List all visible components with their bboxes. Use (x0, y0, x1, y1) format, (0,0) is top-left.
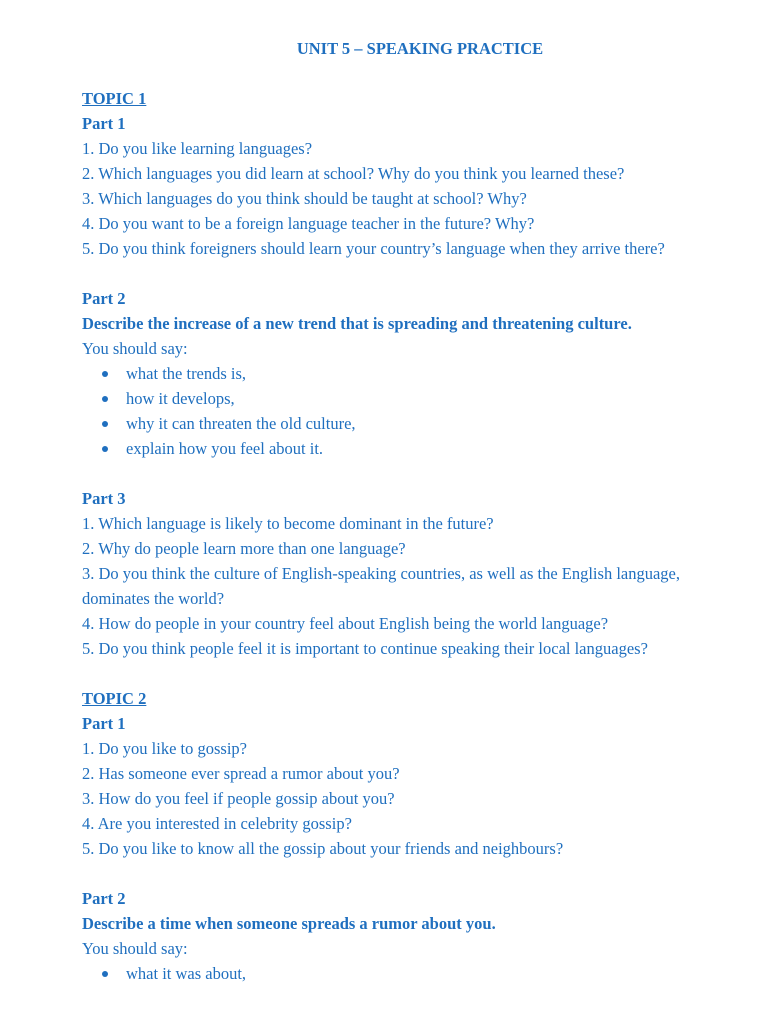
question: 3. How do you feel if people gossip about you? (82, 789, 395, 808)
spacer (82, 261, 732, 286)
question: 2. Has someone ever spread a rumor about you? (82, 764, 400, 783)
question: 2. Why do people learn more than one language? (82, 539, 406, 558)
topic-1-part-1-questions (82, 136, 732, 261)
spacer (82, 861, 732, 886)
question: 4. Do you want to be a foreign language teacher in the future? Why? (82, 214, 535, 233)
bullet-text: why it can threaten the old culture, (126, 414, 356, 433)
question: 4. How do people in your country feel about English being the world language? (82, 614, 609, 633)
bullet-icon (102, 371, 108, 377)
question: 5. Do you think people feel it is important to continue speaking their local languages? (82, 639, 648, 658)
question: 5. Do you like to know all the gossip about your friends and neighbours? (82, 839, 564, 858)
bullet-text: what it was about, (126, 964, 247, 983)
spacer (82, 461, 732, 486)
bullet-icon (102, 421, 108, 427)
topic-1-should-say: You should say: (82, 339, 188, 358)
topic-2-part-1-heading: Part 1 (82, 714, 126, 733)
question: 1. Do you like learning languages? (82, 139, 313, 158)
topic-1-heading: TOPIC 1 (82, 89, 147, 108)
question: 1. Which language is likely to become dominant in the future? (82, 514, 494, 533)
question: 1. Do you like to gossip? (82, 739, 247, 758)
document-title: UNIT 5 – SPEAKING PRACTICE (296, 39, 544, 58)
bullet-item (82, 436, 732, 461)
bullet-text: explain how you feel about it. (126, 439, 324, 458)
question: 4. Are you interested in celebrity gossip? (82, 814, 352, 833)
question: 3. Which languages do you think should be taught at school? Why? (82, 189, 527, 208)
spacer (82, 61, 732, 86)
topic-2-heading: TOPIC 2 (82, 689, 147, 708)
topic-1-part-3-questions (82, 511, 732, 661)
topic-2-part-1-questions (82, 736, 732, 861)
topic-2-part-2-bullets (82, 961, 732, 986)
topic-1-part-2-prompt: Describe the increase of a new trend that is spreading and threatening culture. (82, 314, 632, 333)
bullet-icon (102, 396, 108, 402)
bullet-item (82, 361, 732, 386)
bullet-item (82, 411, 732, 436)
topic-2-part-2-prompt: Describe a time when someone spreads a rumor about you. (82, 914, 496, 933)
document-page (82, 36, 732, 986)
topic-1-part-1-heading: Part 1 (82, 114, 126, 133)
question: 2. Which languages you did learn at school? Why do you think you learned these? (82, 164, 625, 183)
bullet-icon (102, 971, 108, 977)
bullet-text: what the trends is, (126, 364, 247, 383)
topic-2-part-2-heading: Part 2 (82, 889, 126, 908)
bullet-item (82, 386, 732, 411)
topic-1-part-3-heading: Part 3 (82, 489, 126, 508)
question: 5. Do you think foreigners should learn your country’s language when they arrive there? (82, 239, 665, 258)
spacer (82, 661, 732, 686)
question: 3. Do you think the culture of English-speaking countries, as well as the English language, dominates the world? (82, 564, 680, 608)
topic-1-part-2-bullets (82, 361, 732, 461)
topic-2-should-say: You should say: (82, 939, 188, 958)
bullet-item (82, 961, 732, 986)
bullet-text: how it develops, (126, 389, 235, 408)
bullet-icon (102, 446, 108, 452)
topic-1-part-2-heading: Part 2 (82, 289, 126, 308)
